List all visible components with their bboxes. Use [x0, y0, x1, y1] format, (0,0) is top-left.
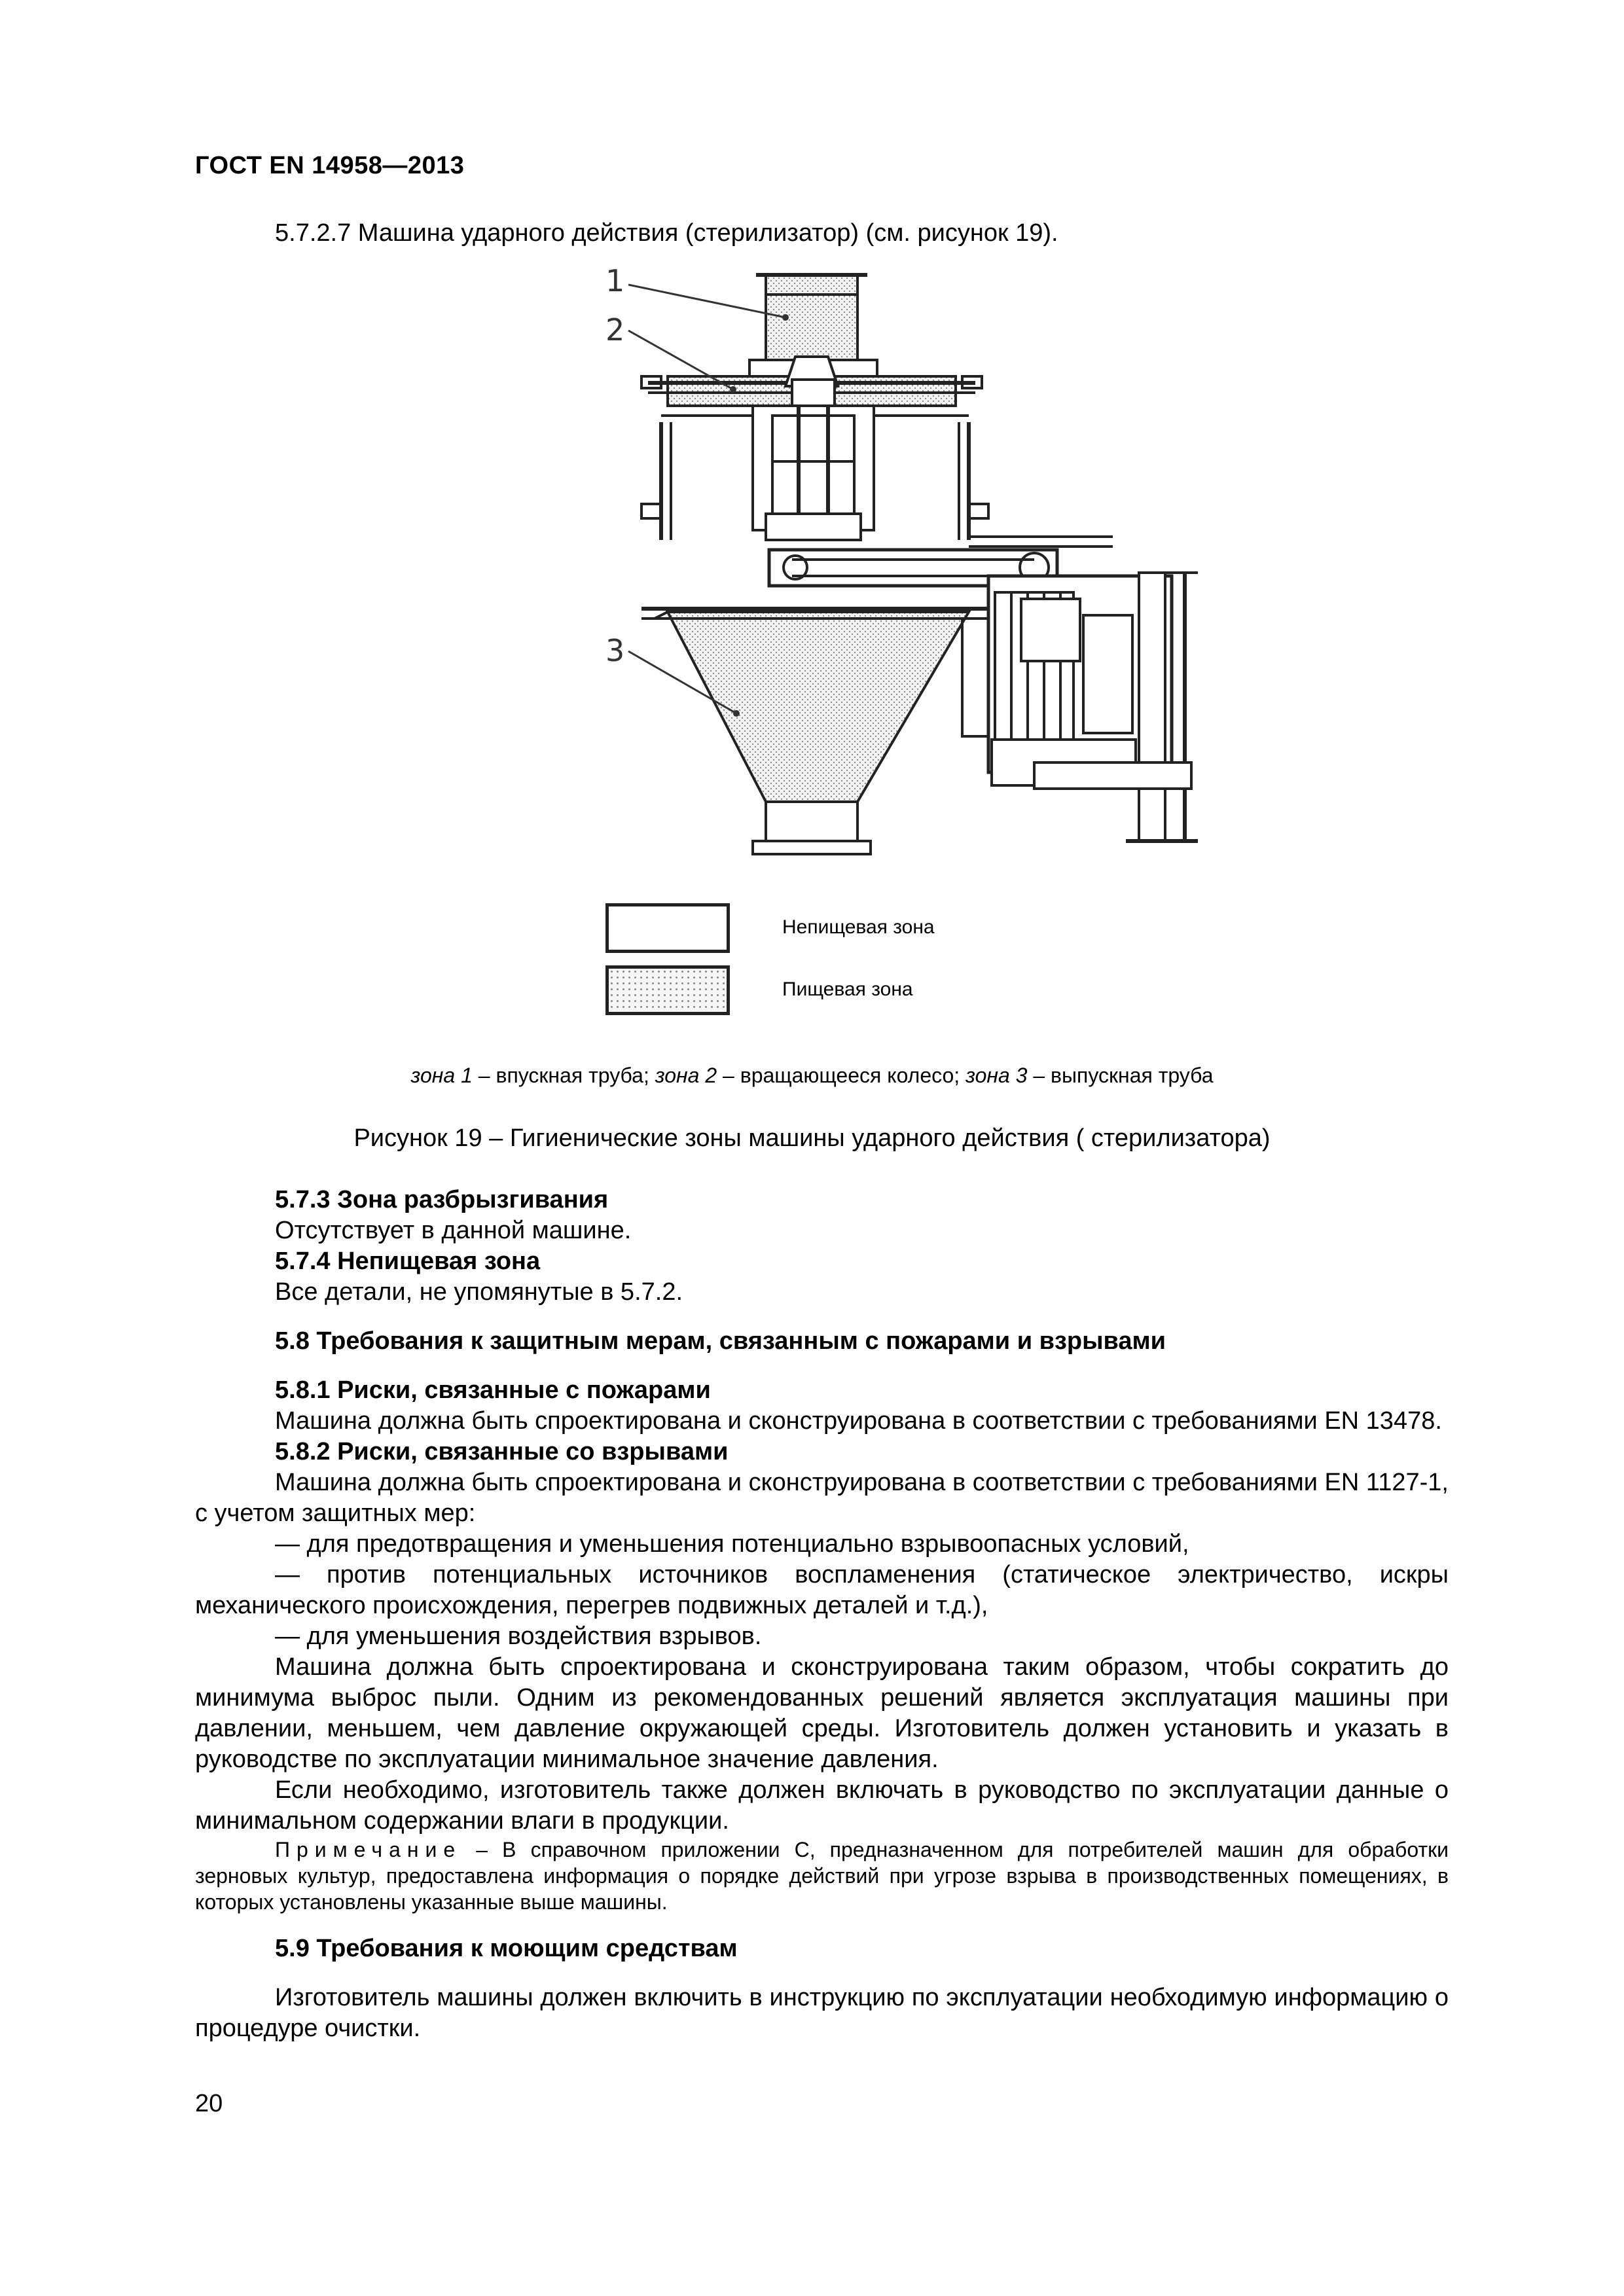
zone-3-desc: – выпускная труба — [1027, 1064, 1214, 1087]
zone-3-label: зона 3 — [965, 1064, 1028, 1087]
document-body — [195, 1185, 1449, 2044]
page-number: 20 — [195, 2090, 223, 2117]
section-5-8-title: 5.8 Требования к защитным мерам, связанным с пожарами и взрывами — [275, 1327, 1166, 1355]
figure-caption: Рисунок 19 – Гигиенические зоны машины ударного действия ( стерилизатора) — [353, 1124, 1271, 1152]
zone-descriptions — [0, 1064, 1624, 1088]
impact-machine-drawing — [576, 259, 1231, 887]
callout-1: 1 — [605, 263, 625, 298]
machine-figure — [576, 259, 1231, 887]
list-item-3: — для уменьшения воздействия взрывов. — [275, 1623, 762, 1650]
note — [195, 1837, 1449, 1915]
zone-1-desc: – впускная труба; — [472, 1064, 655, 1087]
list-item-2: — против потенциальных источников воспламенения (статическое электричество, искры механического происхождения, перегрев подвижных деталей и т.д.), — [195, 1561, 1449, 1619]
legend-label-non-food: Непищевая зона — [782, 916, 935, 938]
zone-2-desc: – вращающееся колесо; — [717, 1064, 966, 1087]
note-text: – В справочном приложении С, предназначенном для потребителей машин для обработки зерновых культур, предоставлена информация о порядке действий при угрозе взрыва в производственных помещениях, в которых установлены указанные выше машины. — [195, 1838, 1449, 1914]
callout-3: 3 — [605, 633, 625, 668]
callout-2: 2 — [605, 312, 625, 348]
page-header: ГОСТ EN 14958—2013 — [195, 152, 465, 179]
zone-2-label: зона 2 — [655, 1064, 717, 1087]
section-5-7-3-text: Отсутствует в данной машине. — [275, 1217, 632, 1244]
note-label: Примечание — [275, 1838, 462, 1861]
leader-line-1 — [628, 285, 785, 317]
section-5-8-2-title: 5.8.2 Риски, связанные со взрывами — [275, 1438, 729, 1465]
section-5-9-title: 5.9 Требования к моющим средствам — [275, 1935, 738, 1962]
legend-swatch-non-food — [605, 903, 730, 953]
section-5-7-4-title: 5.7.4 Непищевая зона — [275, 1247, 541, 1275]
outlet-cone — [668, 612, 969, 802]
legend-swatch-food — [605, 965, 730, 1015]
legend-item-non-food-zone — [605, 903, 1064, 956]
inlet-pipe — [766, 275, 857, 360]
section-5-8-1-title: 5.8.1 Риски, связанные с пожарами — [275, 1376, 711, 1404]
section-5-9-text: Изготовитель машины должен включить в инструкцию по эксплуатации необходимую информацию о процедуре очистки. — [195, 1984, 1449, 2042]
legend-item-food-zone — [605, 965, 1064, 1018]
legend-label-food: Пищевая зона — [782, 978, 913, 1000]
list-item-1: — для предотвращения и уменьшения потенциально взрывоопасных условий, — [275, 1530, 1189, 1558]
section-5-8-2-para3: Если необходимо, изготовитель также должен включать в руководство по эксплуатации данные о минимальном содержании влаги в продукции. — [195, 1776, 1449, 1835]
section-5-8-1-text: Машина должна быть спроектирована и сконструирована в соответствии с требованиями EN 13478. — [275, 1407, 1442, 1435]
section-5-7-4-text: Все детали, не упомянутые в 5.7.2. — [275, 1278, 683, 1306]
section-5-8-2-para2: Машина должна быть спроектирована и сконструирована таким образом, чтобы сократить до минимума выброс пыли. Одним из рекомендованных решений является эксплуатация машины при давлении, меньшем, чем давление окружающей среды. Изготовитель должен установить и указать в руководстве по эксплуатации минимальное значение давления. — [195, 1653, 1449, 1773]
section-5-7-2-7-intro: 5.7.2.7 Машина ударного действия (стерилизатор) (см. рисунок 19). — [275, 219, 1058, 247]
section-5-7-3-title: 5.7.3 Зона разбрызгивания — [275, 1186, 609, 1213]
figure-legend — [605, 903, 1064, 1028]
section-5-8-2-text: Машина должна быть спроектирована и сконструирована в соответствии с требованиями EN 1127-1, с учетом защитных мер: — [195, 1469, 1449, 1527]
zone-1-label: зона 1 — [410, 1064, 473, 1087]
